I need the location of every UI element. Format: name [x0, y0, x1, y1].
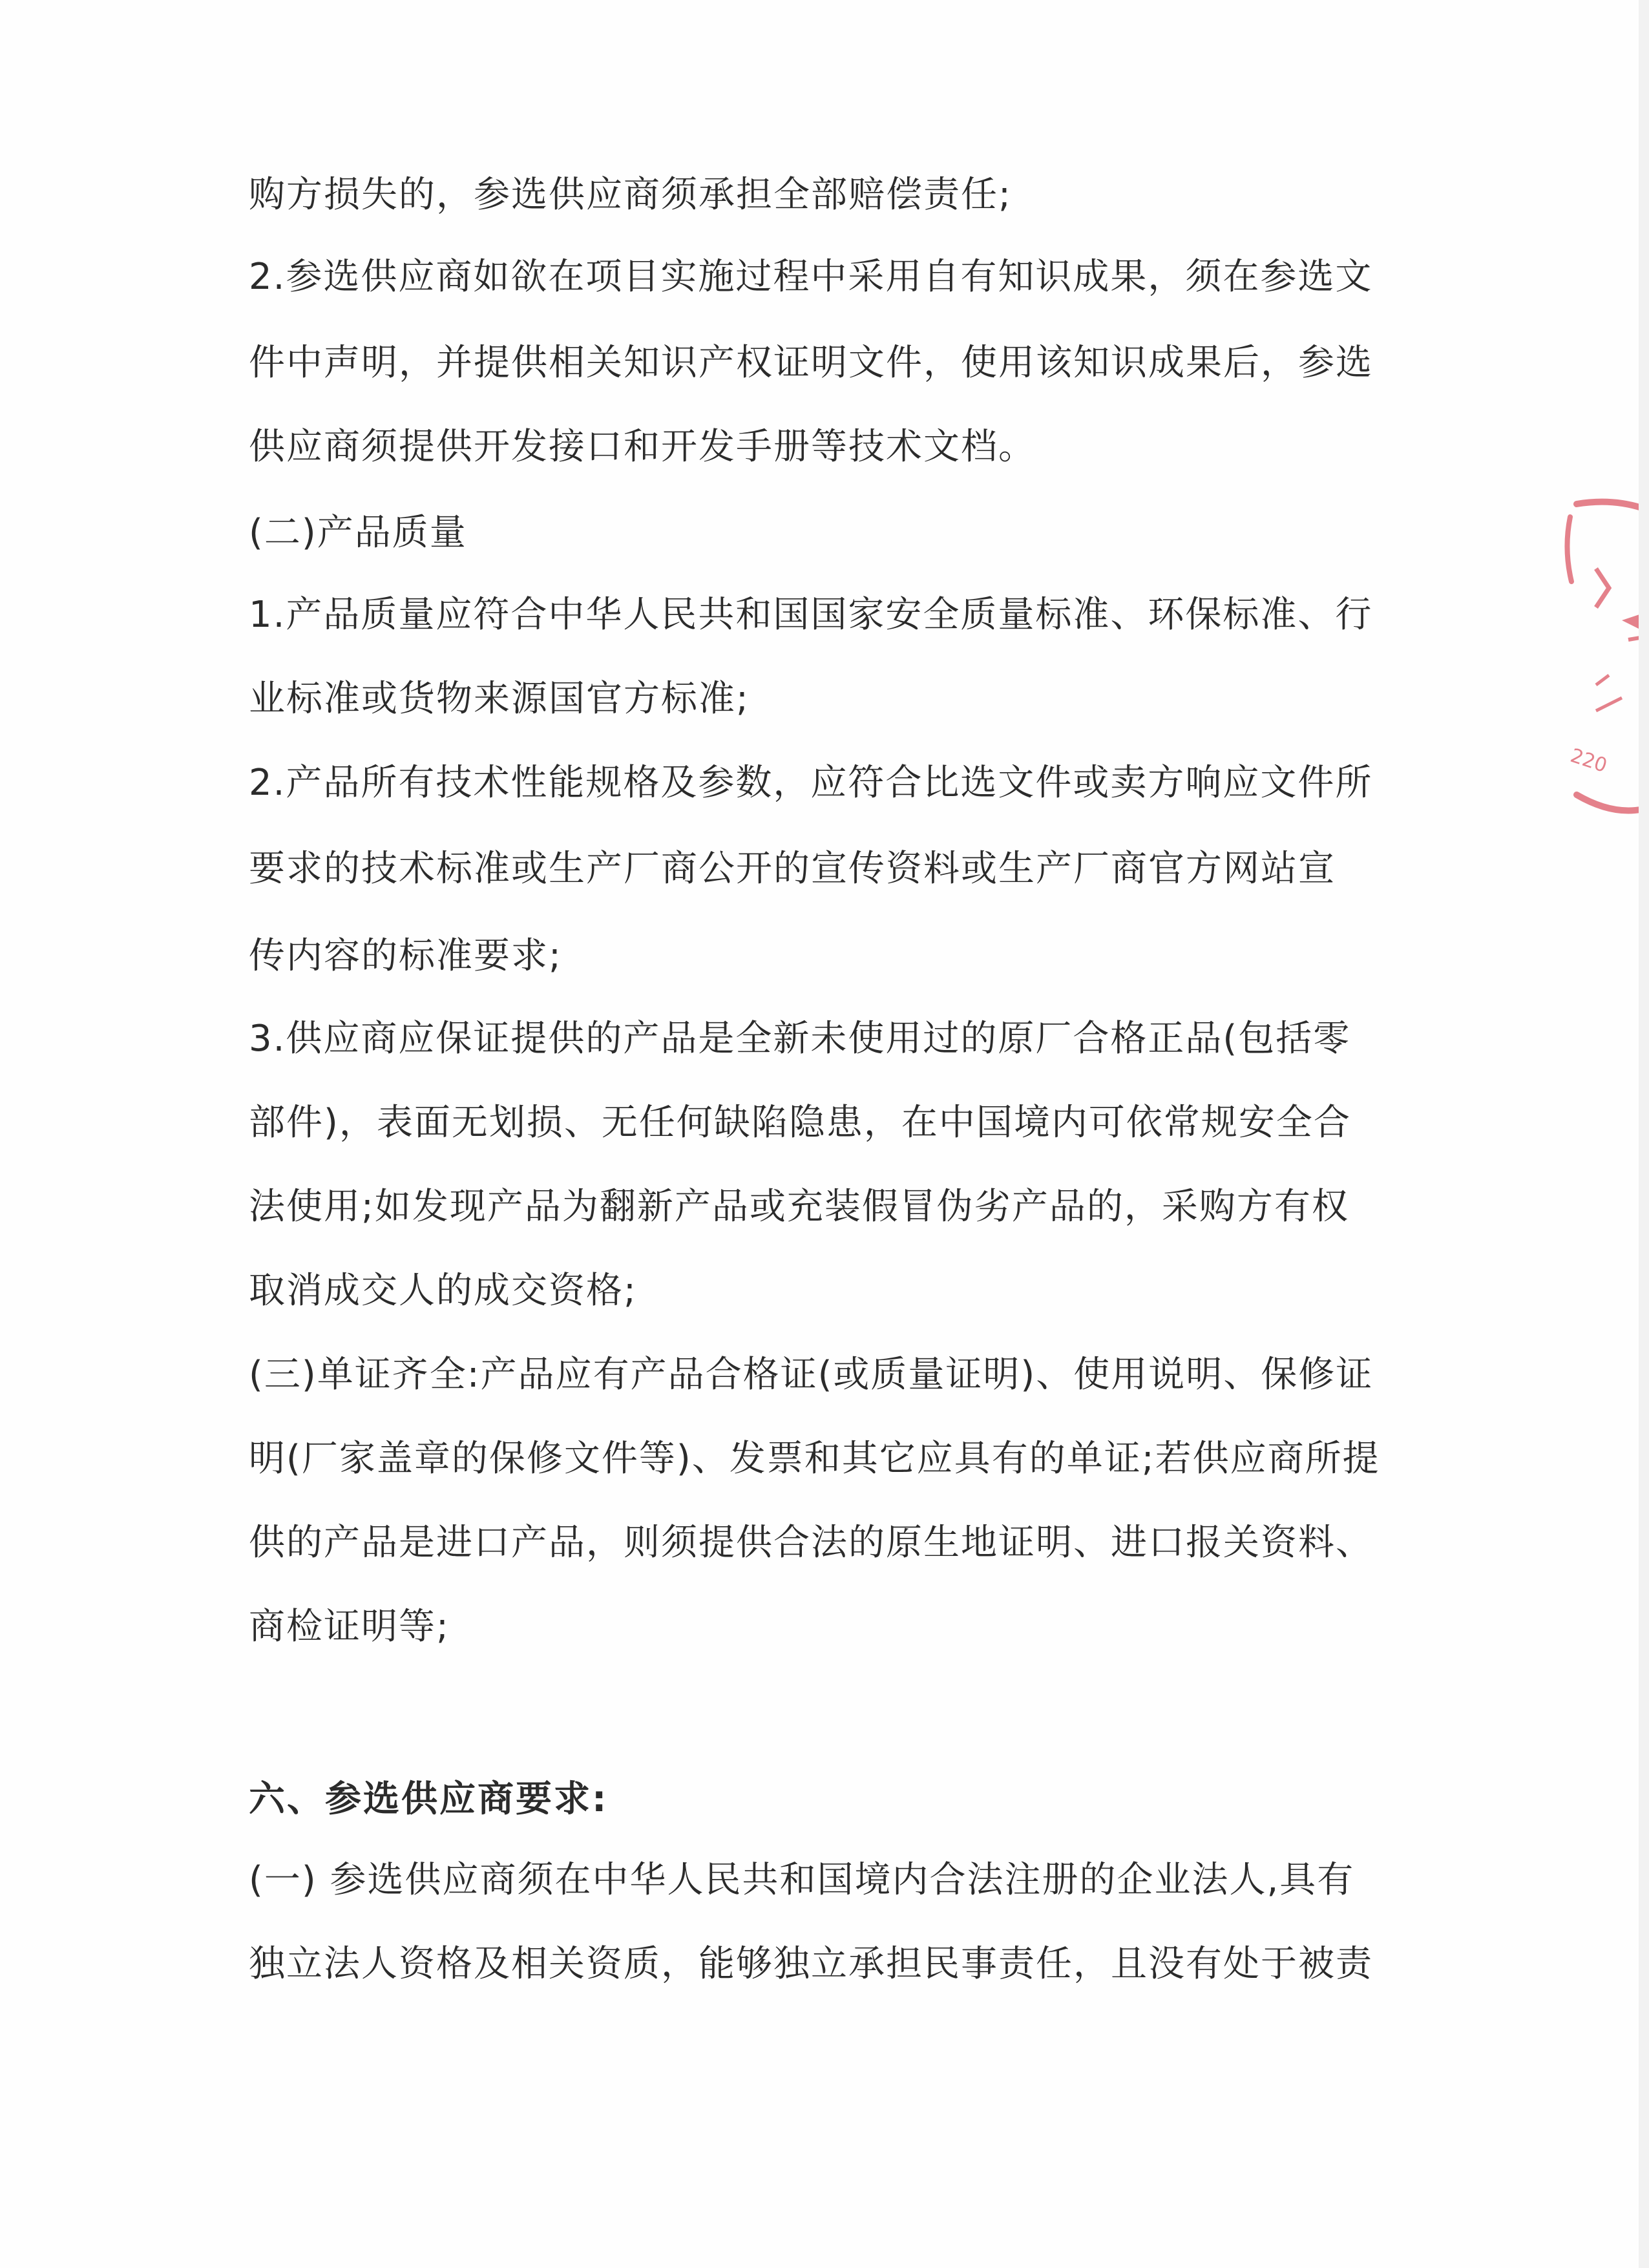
text-line: 业标准或货物来源国官方标准;	[249, 678, 750, 720]
section-heading: (二)产品质量	[249, 512, 467, 554]
text-line: (三)单证齐全:产品应有产品合格证(或质量证明)、使用说明、保修证	[249, 1354, 1374, 1396]
text-line: 2.产品所有技术性能规格及参数，应符合比选文件或卖方响应文件所	[249, 762, 1373, 804]
text-line: 取消成交人的成交资格;	[249, 1270, 637, 1312]
text-line: 传内容的标准要求;	[249, 935, 562, 977]
text-line: 部件)，表面无划损、无任何缺陷隐患，在中国境内可依常规安全合	[249, 1102, 1351, 1144]
text-line: 购方损失的，参选供应商须承担全部赔偿责任;	[249, 174, 1012, 216]
text-line: 供的产品是进口产品，则须提供合法的原生地证明、进口报关资料、	[249, 1522, 1373, 1564]
text-line: 2.参选供应商如欲在项目实施过程中采用自有知识成果，须在参选文	[249, 256, 1373, 298]
scan-edge	[1639, 0, 1649, 2268]
section-heading: 六、参选供应商要求:	[249, 1778, 609, 1820]
text-line: 件中声明，并提供相关知识产权证明文件，使用该知识成果后，参选	[249, 342, 1373, 384]
text-line: 法使用;如发现产品为翻新产品或充装假冒伪劣产品的，采购方有权	[249, 1186, 1349, 1228]
seal-arc-icon	[1557, 491, 1649, 827]
seal-text: 220	[1567, 744, 1610, 777]
text-line: 3.供应商应保证提供的产品是全新未使用过的原厂合格正品(包括零	[249, 1018, 1351, 1060]
text-line: 1.产品质量应符合中华人民共和国国家安全质量标准、环保标准、行	[249, 594, 1373, 636]
text-line: 供应商须提供开发接口和开发手册等技术文档。	[249, 426, 1036, 468]
text-line: 独立法人资格及相关资质，能够独立承担民事责任，且没有处于被责	[249, 1943, 1373, 1985]
text-line: (一) 参选供应商须在中华人民共和国境内合法注册的企业法人,具有	[249, 1859, 1355, 1901]
text-line: 明(厂家盖章的保修文件等)、发票和其它应具有的单证;若供应商所提	[249, 1438, 1380, 1480]
text-line: 商检证明等;	[249, 1606, 450, 1648]
red-seal-fragment	[1557, 491, 1649, 827]
text-line: 要求的技术标准或生产厂商公开的宣传资料或生产厂商官方网站宣	[249, 848, 1336, 890]
